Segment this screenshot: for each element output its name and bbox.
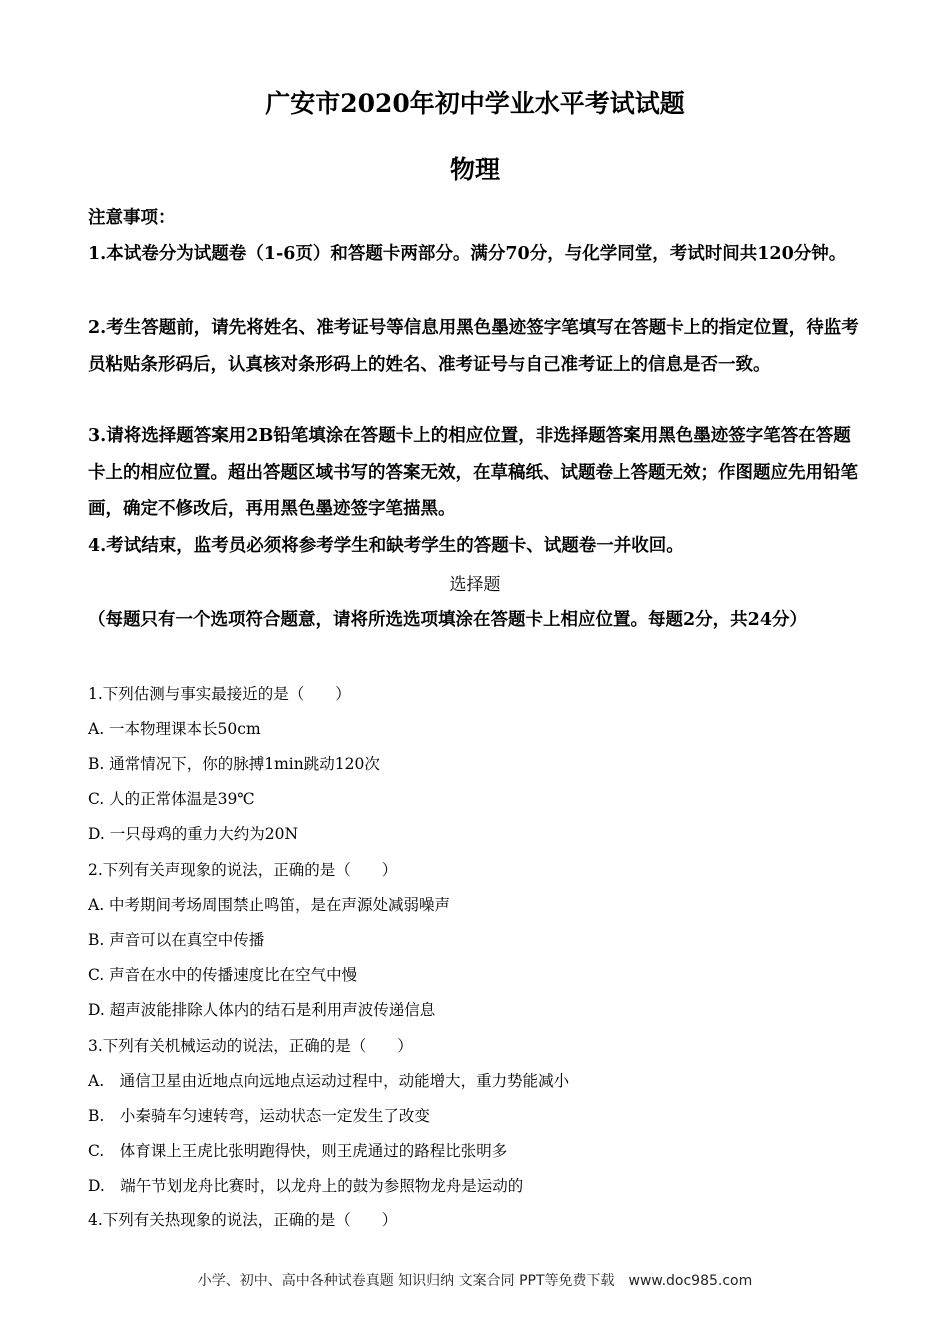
question-3-option-a: A. 通信卫星由近地点向远地点运动过程中，动能增大，重力势能减小 <box>88 1072 570 1090</box>
question-2-option-d: D. 超声波能排除人体内的结石是利用声波传递信息 <box>88 1001 436 1019</box>
question-3-stem: 3.下列有关机械运动的说法，正确的是（ ） <box>88 1037 413 1055</box>
notice-item-1: 1.本试卷分为试题卷（1-6页）和答题卡两部分。满分70分，与化学同堂，考试时间共120分钟。 <box>88 244 847 264</box>
question-1-stem: 1.下列估测与事实最接近的是（ ） <box>88 685 351 703</box>
notice-item-4: 4.考试结束，监考员必须将参考学生和缺考学生的答题卡、试题卷一并收回。 <box>88 536 684 556</box>
exam-title: 广安市2020年初中学业水平考试试题 <box>265 89 685 118</box>
question-1-option-d: D. 一只母鸡的重力大约为20N <box>88 825 299 843</box>
notice-heading: 注意事项： <box>88 208 176 228</box>
question-1-option-b: B. 通常情况下，你的脉搏1min跳动120次 <box>88 755 380 773</box>
question-3-option-b: B. 小秦骑车匀速转弯，运动状态一定发生了改变 <box>88 1107 430 1125</box>
section-instruction: （每题只有一个选项符合题意，请将所选选项填涂在答题卡上相应位置。每题2分，共24分） <box>88 610 808 630</box>
notice-item-2: 2.考生答题前，请先将姓名、准考证号等信息用黑色墨迹签字笔填写在答题卡上的指定位置，待监考员粘贴条形码后，认真核对条形码上的姓名、准考证号与自己准考证上的信息是否一致。 <box>88 318 859 375</box>
question-1-option-a: A. 一本物理课本长50cm <box>88 720 261 738</box>
notice-item-3: 3.请将选择题答案用2B铅笔填涂在答题卡上的相应位置，非选择题答案用黑色墨迹签字笔答在答题卡上的相应位置。超出答题区域书写的答案无效，在草稿纸、试题卷上答题无效；作图题应先用铅笔画，确定不修改后，再用黑色墨迹签字笔描黑。 <box>88 426 858 519</box>
question-2-option-c: C. 声音在水中的传播速度比在空气中慢 <box>88 966 358 984</box>
question-2-option-b: B. 声音可以在真空中传播 <box>88 931 265 949</box>
question-2-stem: 2.下列有关声现象的说法，正确的是（ ） <box>88 861 398 879</box>
question-4-stem: 4.下列有关热现象的说法，正确的是（ ） <box>88 1211 398 1229</box>
question-3-option-d: D. 端午节划龙舟比赛时，以龙舟上的鼓为参照物龙舟是运动的 <box>88 1177 524 1195</box>
question-2-option-a: A. 中考期间考场周围禁止鸣笛，是在声源处减弱噪声 <box>88 896 451 914</box>
subject-title: 物理 <box>449 155 500 184</box>
page-footer: 小学、初中、高中各种试卷真题 知识归纳 文案合同 PPT等免费下载 www.doc985.com <box>197 1273 753 1289</box>
question-3-option-c: C. 体育课上王虎比张明跑得快，则王虎通过的路程比张明多 <box>88 1142 508 1160</box>
section-title: 选择题 <box>449 575 501 595</box>
question-1-option-c: C. 人的正常体温是39℃ <box>88 790 255 808</box>
